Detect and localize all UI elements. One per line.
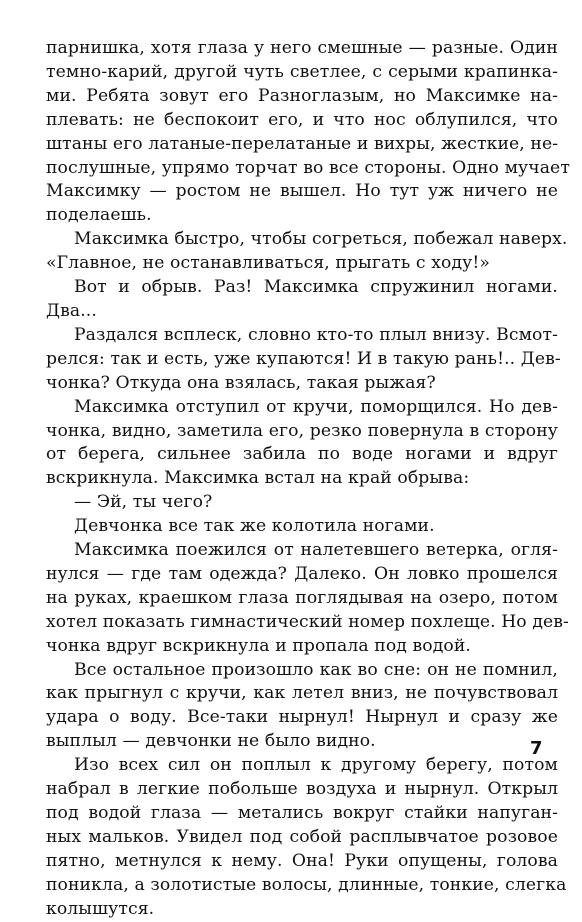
text-line: Два... <box>46 300 97 321</box>
text-line: нулся — где там одежда? Далеко. Он ловко прошелся <box>46 563 558 584</box>
text-line: набрал в легкие побольше воздуха и нырнул. Открыл <box>46 779 558 800</box>
text-line: поделаешь. <box>46 205 152 226</box>
text-line: Раздался всплеск, словно кто-то плыл внизу. Всмот- <box>74 324 558 345</box>
text-line: вскрикнула. Максимка встал на край обрыва: <box>46 468 470 489</box>
text-line: послушные, упрямо торчат во все стороны. Одно мучает <box>46 157 570 178</box>
text-line: штаны его латаные-перелатаные и вихры, жесткие, не- <box>46 133 559 154</box>
text-line: — Эй, ты чего? <box>74 492 213 513</box>
text-line: Максимку — ростом не вышел. Но тут уж ничего не <box>46 181 558 202</box>
text-line: от берега, сильнее забила по воде ногами и вдруг <box>46 444 558 465</box>
text-line: под водой глаза — метались вокруг стайки напуган- <box>46 803 558 823</box>
text-line: ных мальков. Увидел под собой расплывчатое розовое <box>46 826 558 847</box>
text-line: Девчонка все так же колотила ногами. <box>74 516 435 537</box>
page-number: 7 <box>530 738 543 759</box>
text-line: темно-карий, другой чуть светлее, с серыми крапинка- <box>46 61 558 82</box>
text-line: выплыл — девчонки не было видно. <box>46 731 376 752</box>
text-line: чонка? Откуда она взялась, такая рыжая? <box>46 372 436 393</box>
text-line: Максимка отступил от кручи, поморщился. Но дев- <box>74 396 558 417</box>
body-text <box>46 37 570 922</box>
text-line: поникла, а золотистые волосы, длинные, тонкие, слегка <box>46 874 567 895</box>
text-line: колышутся. <box>46 898 155 919</box>
text-line: релся: так и есть, уже купаются! И в такую рань!.. Дев- <box>46 348 561 369</box>
text-line: ми. Ребята зовут его Разноглазым, но Максимке на- <box>46 85 558 106</box>
text-line: чонка вдруг вскрикнула и пропала под водой. <box>46 635 471 656</box>
text-line: «Главное, не останавливаться, прыгать с ходу!» <box>46 253 490 274</box>
text-line: Максимка поежился от налетевшего ветерка, огля- <box>74 540 558 561</box>
text-line: Все остальное произошло как во сне: он не помнил, <box>74 659 558 680</box>
text-line: чонка, видно, заметила его, резко повернула в сторону <box>46 420 558 441</box>
text-line: пятно, метнулся к нему. Она! Руки опущены, голова <box>46 850 558 871</box>
text-line: парнишка, хотя глаза у него смешные — разные. Один <box>46 38 558 58</box>
text-line: Вот и обрыв. Раз! Максимка спружинил ногами. <box>74 277 558 298</box>
text-line: плевать: не беспокоит его, и что нос облупился, что <box>46 109 558 130</box>
text-line: на руках, краешком глаза поглядывая на озеро, потом <box>46 587 558 608</box>
text-line: удара о воду. Все-таки нырнул! Нырнул и сразу же <box>46 707 558 728</box>
text-line: хотел показать гимнастический номер похлеще. Но дев- <box>46 611 569 632</box>
text-line: Максимка быстро, чтобы согреться, побежал наверх. <box>74 229 568 250</box>
text-line: как прыгнул с кручи, как летел вниз, не почувствовал <box>46 683 558 704</box>
text-line: Изо всех сил он поплыл к другому берегу, потом <box>74 755 558 776</box>
